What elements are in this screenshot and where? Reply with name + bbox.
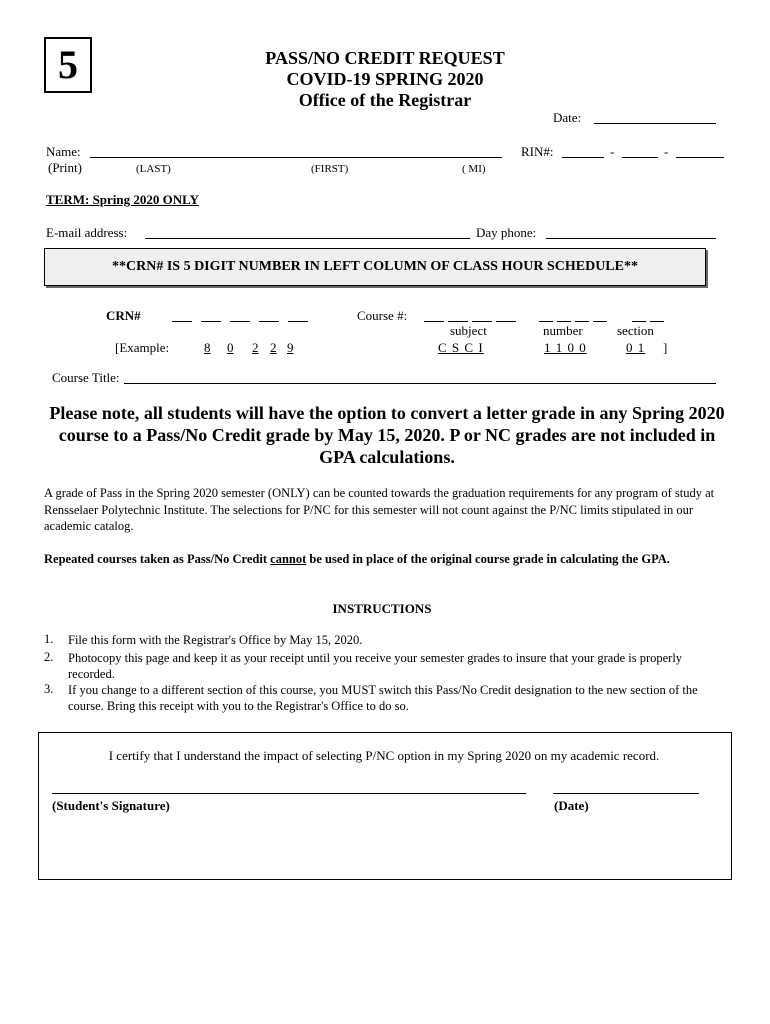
rin-separator: - [664,144,669,159]
crn-digit-field[interactable] [230,321,250,322]
example-number: 1 1 0 0 [544,340,587,355]
instruction-item: If you change to a different section of this course, you MUST switch this Pass/No Credit designation to the new section of the course. Bring this receipt with you to the Registrar's Office to do so. [68,683,698,713]
subject-char-field[interactable] [448,321,468,322]
cannot-emphasis: cannot [270,552,307,566]
instruction-number: 1. [44,632,54,646]
section-caption: section [617,323,654,338]
repeated-text-before: Repeated courses taken as Pass/No Credit [44,552,271,566]
example-label: [Example: [115,340,170,355]
example-close: ] [663,340,668,355]
course-number-label: Course #: [357,308,408,323]
example-crn-digit: 2 [270,340,277,355]
instruction-item: Photocopy this page and keep it as your receipt until you receive your semester grades to insure that your grade is properly recorded. [68,651,683,681]
number-digit-field[interactable] [575,321,589,322]
rin-field-1[interactable] [562,157,604,158]
example-crn-digit: 9 [287,340,294,355]
date-field[interactable] [594,123,716,124]
number-digit-field[interactable] [539,321,553,322]
name-field[interactable] [90,157,502,158]
name-label: Name: [46,144,81,159]
form-title: PASS/NO CREDIT REQUEST [265,48,505,68]
rin-field-3[interactable] [676,157,724,158]
signature-date-field[interactable] [553,793,699,794]
date-label: Date: [553,110,582,125]
subject-char-field[interactable] [472,321,492,322]
course-title-label: Course Title: [52,370,120,385]
pass-nc-notice: Please note, all students will have the option to convert a letter grade in any Spring 2020 course to a Pass/No Credit grade by May 15, 2020. P or NC grades are not included in GPA calculations. [49,403,725,467]
repeated-courses-paragraph [44,551,720,568]
middle-initial-label: ( MI) [462,163,486,175]
print-label: (Print) [48,160,82,175]
subject-char-field[interactable] [496,321,516,322]
instruction-item: File this form with the Registrar's Office by May 15, 2020. [68,633,363,647]
instruction-number: 2. [44,650,54,664]
email-field[interactable] [145,238,470,239]
section-digit-field[interactable] [632,321,646,322]
signature-field[interactable] [52,793,526,794]
phone-label: Day phone: [476,225,537,240]
example-crn-digit: 8 [204,340,211,355]
crn-notice-box: **CRN# IS 5 DIGIT NUMBER IN LEFT COLUMN OF CLASS HOUR SCHEDULE** [44,248,706,286]
term-label: TERM: Spring 2020 ONLY [46,192,200,207]
instructions-heading: INSTRUCTIONS [332,601,432,616]
crn-digit-field[interactable] [201,321,221,322]
office-name: Office of the Registrar [298,90,472,110]
subject-caption: subject [450,323,487,338]
example-section: 0 1 [626,340,646,355]
number-digit-field[interactable] [593,321,607,322]
example-crn-digit: 2 [252,340,259,355]
example-crn-digit: 0 [227,340,234,355]
certification-statement: I certify that I understand the impact of selecting P/NC option in my Spring 2020 on my academic record. [108,748,660,763]
number-caption: number [543,323,583,338]
number-digit-field[interactable] [557,321,571,322]
crn-digit-field[interactable] [259,321,279,322]
subject-char-field[interactable] [424,321,444,322]
phone-field[interactable] [546,238,716,239]
signature-label: (Student's Signature) [52,798,170,813]
example-subject: C S C I [438,340,484,355]
repeated-text-after: be used in place of the original course grade in calculating the GPA. [306,552,670,566]
crn-label: CRN# [106,308,141,323]
rin-separator: - [610,144,615,159]
rin-field-2[interactable] [622,157,658,158]
pass-grade-paragraph: A grade of Pass in the Spring 2020 semester (ONLY) can be counted towards the graduation requirements for any program of study at Rensselaer Polytechnic Institute. The selections for P/NC for this semester will not count against the P/NC limits stipulated in our academic catalog. [44,486,715,533]
section-digit-field[interactable] [650,321,664,322]
course-title-field[interactable] [124,383,716,384]
crn-digit-field[interactable] [288,321,308,322]
last-name-label: (LAST) [136,163,171,175]
page-number-box: 5 [44,37,92,93]
crn-digit-field[interactable] [172,321,192,322]
email-label: E-mail address: [46,225,128,240]
first-name-label: (FIRST) [311,163,349,175]
form-subtitle: COVID-19 SPRING 2020 [286,69,484,89]
instruction-number: 3. [44,682,54,696]
rin-label: RIN#: [521,144,554,159]
signature-date-label: (Date) [554,798,589,813]
